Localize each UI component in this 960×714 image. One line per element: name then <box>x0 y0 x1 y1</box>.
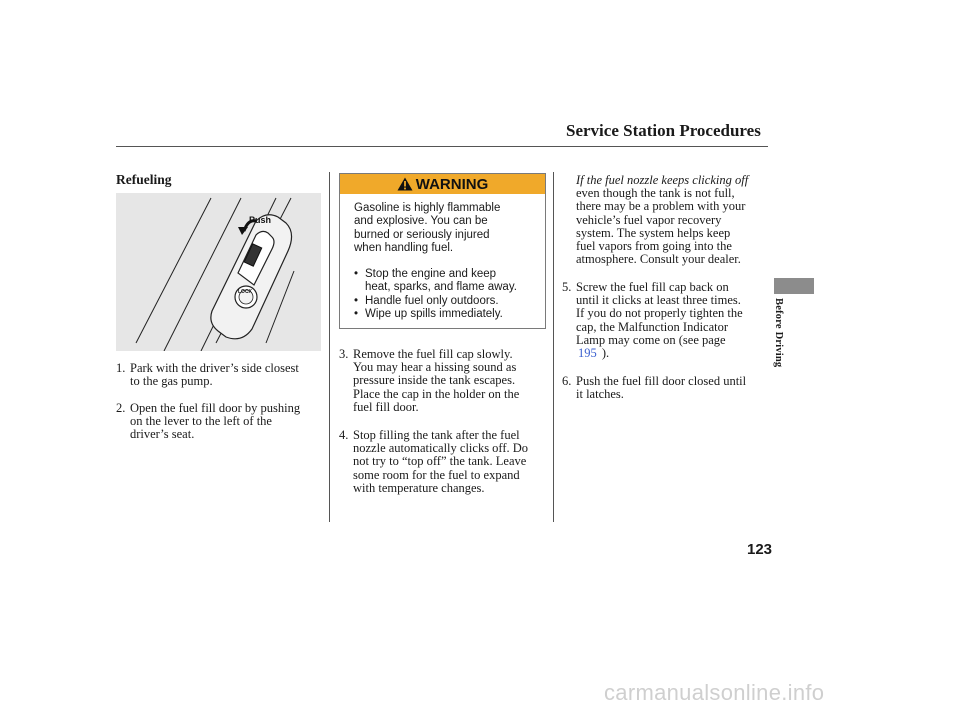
page-reference-link[interactable]: 195 <box>578 346 597 361</box>
step-number: 6. <box>562 374 572 388</box>
chapter-side-label <box>770 298 788 378</box>
step-number: 3. <box>339 347 349 361</box>
step-line: with temperature changes. <box>353 480 485 495</box>
column-divider-left <box>329 172 330 522</box>
nozzle-note-line: there may be a problem with your <box>576 199 746 214</box>
chapter-side-label-text: Before Driving <box>773 298 784 368</box>
step-line: If you do not properly tighten the <box>576 306 743 321</box>
page-title: Service Station Procedures <box>566 121 761 140</box>
warning-line: when handling fuel. <box>354 242 454 255</box>
chapter-side-tab <box>774 278 814 294</box>
section-heading: Refueling <box>116 172 172 187</box>
warning-bullet-line: Stop the engine and keep <box>365 268 497 280</box>
page-number: 123 <box>747 541 773 558</box>
step-line: until it clicks at least three times. <box>576 293 741 308</box>
step-line: some room for the fuel to expand <box>353 467 520 482</box>
warning-bullet-line: Wipe up spills immediately. <box>365 308 503 320</box>
step-line: Open the fuel fill door by pushing <box>130 401 301 415</box>
step-line: it latches. <box>576 387 624 402</box>
step-line: not try to “top off” the tank. Leave <box>353 454 527 469</box>
step-line: fuel fill door. <box>353 399 419 414</box>
warning-label: WARNING <box>415 175 489 193</box>
step-number: 1. <box>116 361 126 375</box>
page-reference <box>576 347 743 360</box>
steps-middle-column <box>339 348 549 498</box>
step-line: to the gas pump. <box>130 374 213 389</box>
nozzle-note-lead: If the fuel nozzle keeps clicking off <box>576 173 749 187</box>
fuel-door-lever-illustration <box>116 193 321 351</box>
step-number: 2. <box>116 401 126 415</box>
nozzle-note-line: fuel vapors from going into the <box>576 239 732 254</box>
warning-box: WARNING Gasoline is highly flammable and explosive. You can be burned or seriously injured when handling fuel. • Stop the engine and keep heat, sparks, and flame away. • Handle fuel only outdoors. • Wipe up spills immediately. <box>339 173 546 329</box>
nozzle-note <box>576 174 771 274</box>
step-line: Place the cap in the holder on the <box>353 386 520 401</box>
warning-bullet-line: Handle fuel only outdoors. <box>365 295 499 307</box>
watermark: carmanualsonline.info <box>604 680 825 705</box>
steps-right-column <box>562 281 772 401</box>
nozzle-note-line: vehicle’s fuel vapor recovery <box>576 212 722 227</box>
warning-banner <box>340 174 545 194</box>
step-line: Stop filling the tank after the fuel <box>353 428 520 442</box>
warning-line: and explosive. You can be <box>354 215 488 228</box>
step-line: Push the fuel fill door closed until <box>576 374 747 388</box>
warning-bullet-line: heat, sparks, and flame away. <box>365 281 517 294</box>
column-divider-right <box>553 172 554 522</box>
warning-body <box>354 202 500 256</box>
fuel-door-lever-drawing <box>116 193 321 351</box>
step-number: 5. <box>562 280 572 294</box>
push-callout: Push <box>249 215 272 225</box>
header-rule <box>116 146 768 147</box>
step-line: Screw the fuel fill cap back on <box>576 280 729 294</box>
step-line: pressure inside the tank escapes. <box>353 373 516 388</box>
step-line: nozzle automatically clicks off. Do <box>353 441 529 456</box>
step-line: Lamp may come on (see page <box>576 332 726 347</box>
nozzle-note-line: system. The system helps keep <box>576 225 731 240</box>
step-line: cap, the Malfunction Indicator <box>576 319 729 334</box>
step-number: 4. <box>339 428 349 442</box>
steps-left-column <box>116 362 326 452</box>
page-reference-close: ). <box>601 346 610 361</box>
step-line: Park with the driver’s side closest <box>130 361 299 375</box>
step-line: Remove the fuel fill cap slowly. <box>353 347 513 361</box>
lock-callout: LOCK <box>238 289 253 295</box>
warning-triangle-icon <box>397 177 413 191</box>
step-line: on the lever to the left of the <box>130 414 272 429</box>
warning-line: burned or seriously injured <box>354 228 490 241</box>
nozzle-note-line: even though the tank is not full, <box>576 186 735 201</box>
step-line: You may hear a hissing sound as <box>353 360 517 375</box>
warning-line: Gasoline is highly flammable <box>354 202 501 214</box>
step-line: driver’s seat. <box>130 427 195 442</box>
nozzle-note-line: atmosphere. Consult your dealer. <box>576 252 741 267</box>
